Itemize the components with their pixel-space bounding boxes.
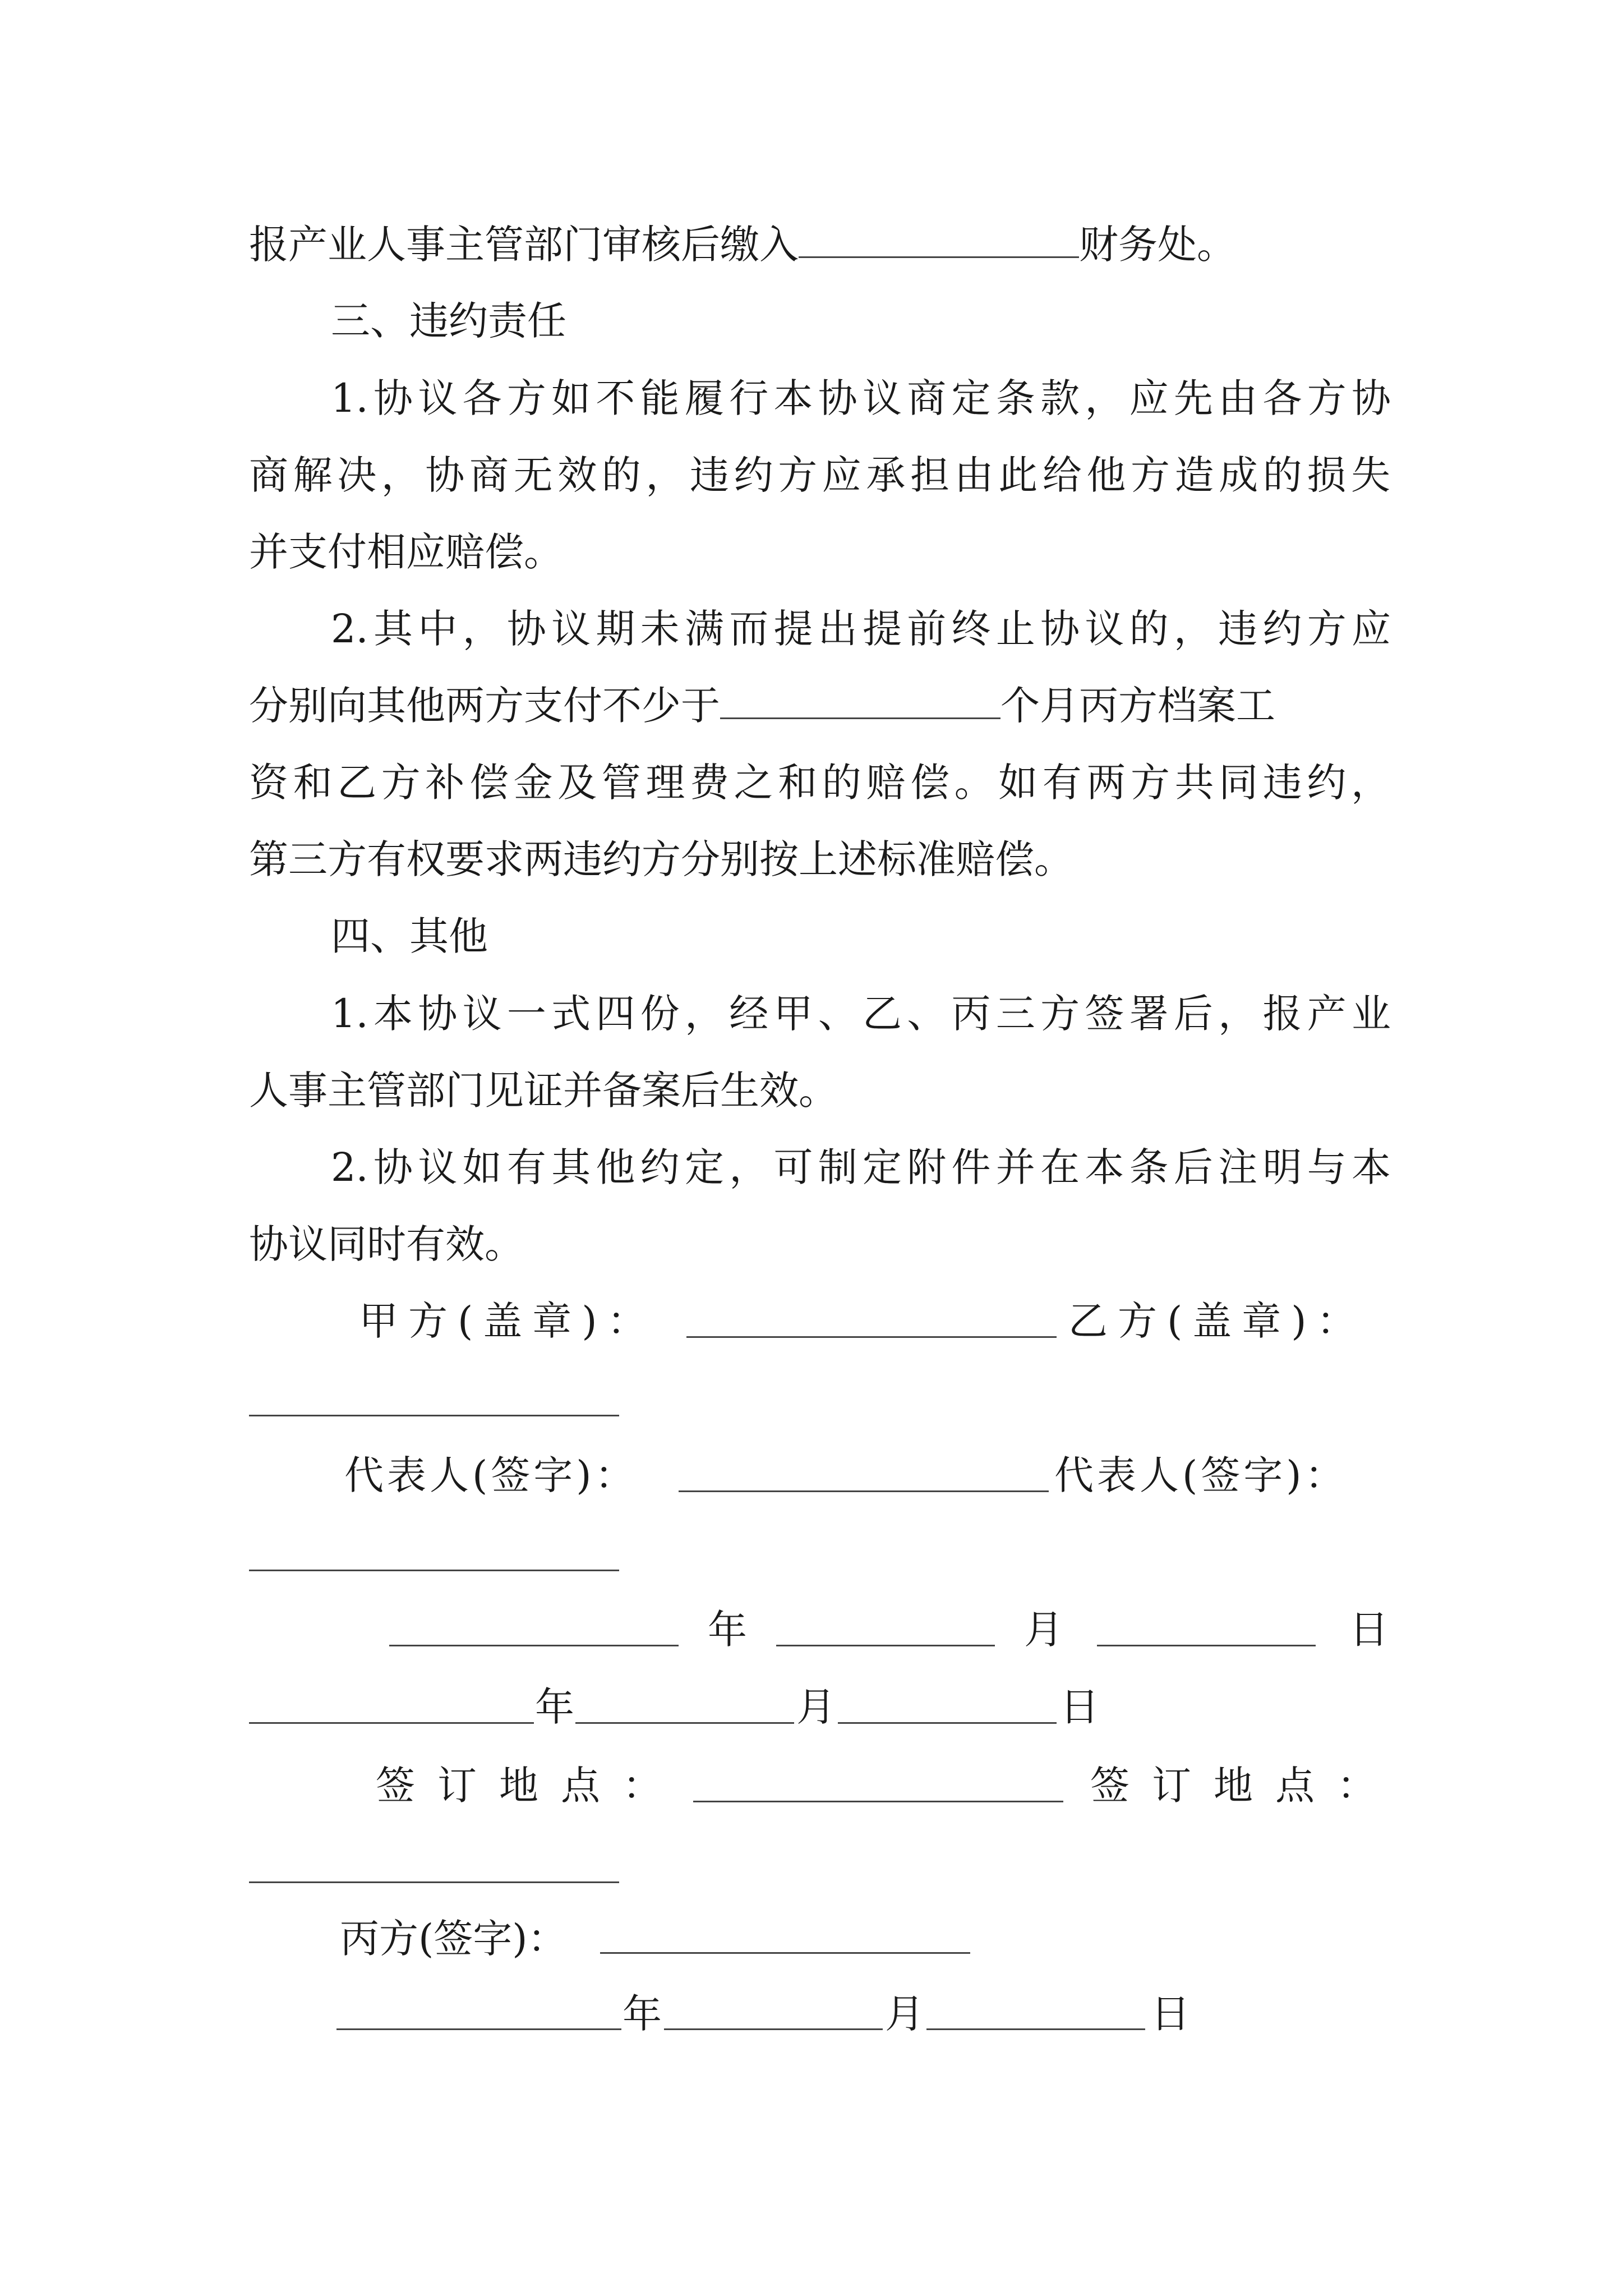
clause-3-2-text-before: 分别向其他两方支付不少于 [249, 683, 720, 729]
party-c-sign-blank[interactable] [600, 1951, 970, 1954]
date-b-month-blank[interactable] [575, 1721, 794, 1724]
date-c-day-label: 日 [1151, 1991, 1190, 2037]
party-b-seal-label: 乙方(盖章)： [1068, 1298, 1366, 1344]
clause-3-2-line-1: 2.其中，协议期未满而提出提前终止协议的，违约方应 [331, 606, 1391, 652]
clause-4-2-line-2: 协议同时有效。 [249, 1221, 524, 1267]
clause-3-1-line-2: 商解决，协商无效的，违约方应承担由此给他方造成的损失 [249, 452, 1390, 498]
date-a-day-label: 日 [1349, 1607, 1389, 1653]
clause-3-2-line-2 [249, 678, 1390, 734]
clause-3-1-line-3: 并支付相应赔偿。 [249, 529, 563, 575]
date-a-month-blank[interactable] [776, 1644, 995, 1646]
party-c-sign-label: 丙方(签字)： [340, 1916, 567, 1962]
party-a-seal-blank[interactable] [686, 1335, 1057, 1338]
date-a-month-label: 月 [1024, 1607, 1063, 1653]
clause-4-1-line-2: 人事主管部门见证并备案后生效。 [249, 1068, 838, 1114]
date-c-day-blank[interactable] [926, 2027, 1145, 2030]
clause-4-1-line-1: 1.本协议一式四份，经甲、乙、丙三方签署后，报产业 [331, 991, 1391, 1037]
place-a-blank[interactable] [693, 1800, 1063, 1802]
place-a-label: 签订地点： [376, 1763, 684, 1809]
rep-b-label: 代表人(签字)： [1054, 1452, 1348, 1498]
date-a-year-label: 年 [708, 1607, 747, 1653]
date-b-year-label: 年 [535, 1684, 574, 1730]
section-3-title: 三、违约责任 [331, 298, 566, 344]
finance-office-blank[interactable] [799, 222, 1079, 258]
rep-b-blank[interactable] [249, 1568, 619, 1571]
rep-a-blank[interactable] [679, 1489, 1049, 1492]
place-b-blank[interactable] [249, 1880, 619, 1883]
months-blank[interactable] [720, 683, 1000, 719]
party-b-seal-blank[interactable] [249, 1414, 619, 1416]
date-b-day-blank[interactable] [838, 1721, 1057, 1724]
section-4-title: 四、其他 [331, 913, 488, 959]
date-b-day-label: 日 [1060, 1684, 1099, 1730]
clause-3-2-line-3: 资和乙方补偿金及管理费之和的赔偿。如有两方共同违约， [249, 760, 1390, 806]
date-c-year-blank[interactable] [336, 2027, 621, 2030]
date-c-month-label: 月 [885, 1991, 924, 2037]
clause-3-2-text-after: 个月丙方档案工 [1000, 683, 1275, 729]
place-b-label: 签订地点： [1090, 1763, 1399, 1809]
date-a-day-blank[interactable] [1097, 1644, 1316, 1646]
fee-payment-line [249, 217, 1390, 273]
date-a-year-blank[interactable] [389, 1644, 679, 1646]
fee-text-after: 财务处。 [1079, 222, 1236, 268]
date-b-month-label: 月 [796, 1684, 836, 1730]
rep-a-label: 代表人(签字)： [344, 1452, 638, 1498]
date-c-month-blank[interactable] [664, 2027, 883, 2030]
clause-3-2-line-4: 第三方有权要求两违约方分别按上述标准赔偿。 [249, 836, 1073, 882]
clause-4-2-line-1: 2.协议如有其他约定，可制定附件并在本条后注明与本 [331, 1144, 1391, 1190]
party-a-seal-label: 甲方(盖章)： [359, 1298, 657, 1344]
date-b-year-blank[interactable] [249, 1721, 534, 1724]
clause-3-1-line-1: 1.协议各方如不能履行本协议商定条款，应先由各方协 [331, 375, 1391, 421]
date-c-year-label: 年 [623, 1991, 662, 2037]
fee-text-before: 报产业人事主管部门审核后缴入 [249, 222, 799, 268]
